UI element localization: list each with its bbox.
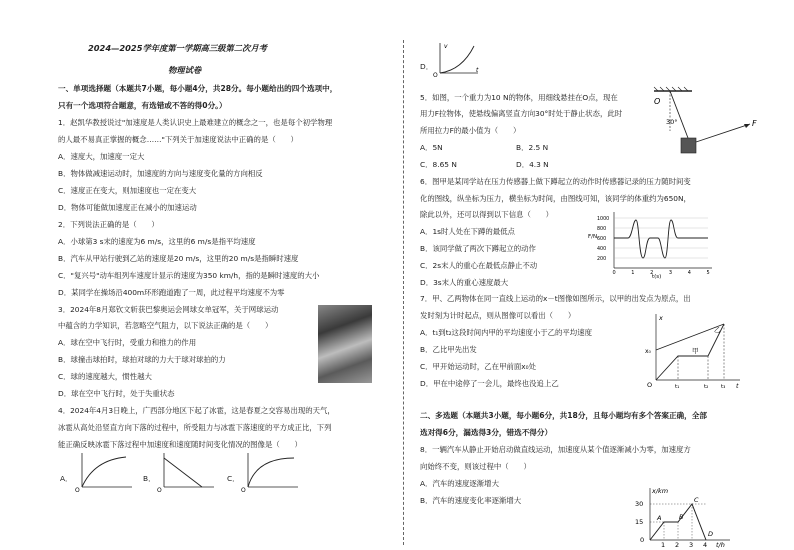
- q3-stem: 3．2024年8月郑钦文斩获巴黎奥运会网球女单冠军，关于网球运动: [58, 305, 279, 314]
- axis-label-v: v: [444, 43, 448, 50]
- q5-option-d: D．4.3 N: [516, 160, 549, 169]
- tick-1: 1: [661, 541, 666, 548]
- section1-heading: 一、单项选择题（本题共7小题，每小题4分，共28分。每小题给出的四个选项中，: [58, 84, 338, 93]
- t1-tick: t₁: [675, 384, 680, 390]
- f-tick-label: 400: [597, 247, 607, 252]
- q7-stem-cont: 发时刻为计时起点，则从图像可以看出（ ）: [420, 311, 576, 320]
- q4-option-a-label: A．: [60, 474, 73, 483]
- q4-graph-c: [240, 450, 302, 494]
- point-b-label: B: [679, 513, 684, 521]
- q3-stem-cont: 中蕴含的力学知识，若忽略空气阻力，以下说法正确的是（ ）: [58, 321, 273, 330]
- x-km-axis-label: x/km: [652, 487, 669, 495]
- q7-xt-graph: [644, 312, 744, 392]
- point-c-label: C: [694, 496, 699, 504]
- q1-option-d: D．物体可能做加速度正在减小的加速运动: [58, 203, 197, 212]
- q7-option-b: B．乙比甲先出发: [420, 345, 477, 354]
- f-tick-label: 200: [597, 257, 607, 262]
- axis-label: O: [241, 487, 246, 494]
- q9-xt-km-graph: [628, 484, 738, 548]
- t-tick-label: 0: [612, 270, 616, 276]
- q5-stem-cont2: 所用拉力F的最小值为（ ）: [420, 126, 521, 135]
- q6-option-d: D．3s末人的重心速度最大: [420, 278, 509, 287]
- tick-4: 4: [703, 541, 708, 548]
- jia-label: 甲: [692, 347, 699, 355]
- q7-option-a: A．t₁到t₂这段时间内甲的平均速度小于乙的平均速度: [420, 328, 592, 337]
- axis-label: O: [75, 487, 80, 494]
- tick-2: 2: [675, 541, 680, 548]
- q5-option-a: A．5N: [420, 143, 443, 152]
- q1-option-c: C．速度正在变大，则加速度也一定在变大: [58, 186, 197, 195]
- q8-option-a: A．汽车的速度逐渐增大: [420, 479, 499, 488]
- axis-label-o: O: [433, 72, 438, 78]
- q4-graph-d: [432, 40, 482, 78]
- point-d-label: D: [708, 530, 714, 538]
- q1-stem: 1．赵凯华教授说过"加速度是人类认识史上最难建立的概念之一，也是每个初学物理: [58, 118, 333, 127]
- q1-option-a: A．速度大，加速度一定大: [58, 152, 145, 161]
- pivot-label: O: [654, 97, 661, 106]
- column-divider: [403, 40, 404, 545]
- yi-label: 乙: [714, 326, 721, 334]
- exam-subject: 物理试卷: [168, 65, 202, 75]
- q2-option-d: D．某同学在操场沿400m环形跑道跑了一周，此过程平均速度不为零: [58, 288, 285, 297]
- section2-heading: 二、多选题（本题共3小题，每小题6分，共18分，且每小题均有多个答案正确，全部: [420, 411, 707, 420]
- q7-option-c: C．甲开始运动时，乙在甲前面x₀处: [420, 362, 536, 371]
- t-tick-label: 3: [668, 270, 673, 276]
- q6-option-a: A．1s时人处在下蹲的最低点: [420, 227, 515, 236]
- t-tick-label: 2: [650, 270, 654, 276]
- q6-force-time-chart: [586, 208, 716, 280]
- force-label: F: [752, 119, 757, 128]
- section1-heading-cont: 只有一个选项符合题意，有选错或不答的得0分。）: [58, 101, 227, 110]
- q6-stem-cont2: 除此以外，还可以得到以下信息（ ）: [420, 210, 554, 219]
- t-axis-label: t: [736, 382, 739, 390]
- q2-option-c: C．"复兴号"动车组列车速度计显示的速度为350 km/h，指的是瞬时速度的大小: [58, 271, 320, 280]
- f-tick-label: 600: [597, 237, 607, 242]
- t-tick-label: 1: [631, 270, 635, 276]
- axis-label-t: t: [476, 67, 479, 74]
- q3-option-d: D．球在空中飞行时，处于失重状态: [58, 389, 175, 398]
- q7-stem: 7．甲、乙两物体在同一直线上运动的x－t图像如图所示，以甲的出发点为原点，出: [420, 294, 691, 303]
- t3-tick: t₃: [721, 384, 726, 390]
- q5-stem: 5．如图，一个重力为10 N的物体，用细线悬挂在O点，现在: [420, 93, 618, 102]
- q3-option-c: C．球的速度越大，惯性越大: [58, 372, 152, 381]
- tennis-player-photo: [318, 305, 372, 383]
- f-tick-label: 1000: [597, 217, 610, 222]
- q4-stem-cont2: 能正确反映冰雹下落过程中加速度和速度随时间变化情况的图像是（ ）: [58, 440, 302, 449]
- q6-stem-cont: 化的图线，纵坐标为压力，横坐标为时间，由图线可知，该同学的体重约为650N，: [420, 194, 691, 203]
- q4-stem-cont: 冰雹从高处沿竖直方向下落的过程中，所受阻力与冰雹下落速度的平方成正比，下列: [58, 423, 332, 432]
- q6-option-b: B．该同学做了两次下蹲起立的动作: [420, 244, 536, 253]
- q7-option-d: D．甲在中途停了一会儿，最终也没追上乙: [420, 379, 559, 388]
- time-axis-label: t(s): [652, 274, 662, 280]
- q6-stem: 6．图甲是某同学站在压力传感器上做下蹲起立的动作时传感器记录的压力随时间变: [420, 177, 691, 186]
- q1-stem-cont: 的人最不易真正掌握的概念……"下列关于加速度说法中正确的是（ ）: [58, 135, 298, 144]
- t2-tick: t₂: [704, 384, 709, 390]
- section2-heading-cont: 选对得6分，漏选得3分，错选不得分）: [420, 428, 553, 437]
- q4-stem: 4．2024年4月3日晚上，广西部分地区下起了冰雹，这是春夏之交容易出现的天气，: [58, 406, 335, 415]
- q5-stem-cont: 用力F拉物体，使悬线偏离竖直方向30°时处于静止状态，此时: [420, 109, 623, 118]
- q6-option-c: C．2s末人的重心在最低点静止不动: [420, 261, 538, 270]
- tick-15: 15: [635, 518, 644, 526]
- tick-3: 3: [689, 541, 694, 548]
- q8-stem: 8．一辆汽车从静止开始启动做直线运动，加速度从某个值逐渐减小为零，加速度方: [420, 445, 691, 454]
- q4-option-c-label: C．: [227, 474, 240, 483]
- q4-option-b-label: B．: [143, 474, 156, 483]
- tick-0: 0: [640, 536, 645, 544]
- angle-label: 30°: [666, 118, 678, 126]
- point-a-label: A: [657, 514, 662, 522]
- t-h-axis-label: t/h: [716, 541, 725, 548]
- q1-option-b: B．物体做减速运动时，加速度的方向与速度变化量的方向相反: [58, 169, 263, 178]
- force-axis-label: F/N: [588, 234, 598, 240]
- x-axis-label: x: [659, 314, 663, 322]
- q4-graph-b: [156, 450, 218, 494]
- q8-option-b: B．汽车的速度变化率逐渐增大: [420, 496, 522, 505]
- q2-option-b: B．汽车从甲站行驶到乙站的速度是20 m/s，这里的20 m/s是指瞬时速度: [58, 254, 299, 263]
- exam-title: 2024—2025学年度第一学期高三级第二次月考: [88, 43, 267, 53]
- t-tick-label: 5: [706, 270, 710, 276]
- x0-label: x₀: [645, 348, 651, 355]
- axis-label: O: [157, 487, 162, 494]
- q5-option-b: B．2.5 N: [516, 143, 549, 152]
- t-tick-label: 4: [687, 270, 691, 276]
- f-tick-label: 800: [597, 227, 607, 232]
- q2-stem: 2．下列说法正确的是（ ）: [58, 220, 159, 229]
- q3-option-a: A．球在空中飞行时，受重力和推力的作用: [58, 338, 197, 347]
- q4-graph-a: [74, 450, 136, 494]
- q2-option-a: A．小球第3 s末的速度为6 m/s，这里的6 m/s是指平均速度: [58, 237, 256, 246]
- q8-stem-cont: 向始终不变，则该过程中（ ）: [420, 462, 531, 471]
- origin-label: O: [647, 381, 653, 389]
- tick-30: 30: [635, 500, 644, 508]
- q4-option-d-label: D．: [420, 62, 434, 71]
- q3-option-b: B．球撞击球拍时，球拍对球的力大于球对球拍的力: [58, 355, 226, 364]
- q5-force-diagram: [650, 86, 765, 162]
- q5-option-c: C．8.65 N: [420, 160, 457, 169]
